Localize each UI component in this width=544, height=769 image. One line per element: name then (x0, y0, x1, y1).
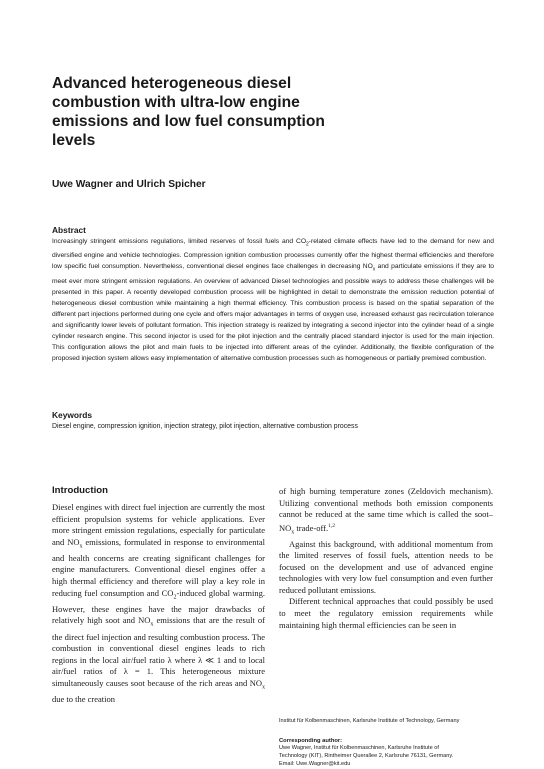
keywords-text: Diesel engine, compression ignition, injection strategy, pilot injection, alternative combustion process (52, 423, 358, 430)
subscript-x: x (150, 621, 154, 628)
subscript-x: x (262, 684, 265, 691)
intro-right-part-a: of high burning temperature zones (Zeldovich mechanism). Utilizing conventional methods both emission components cannot be reduced at the same time which is called the soot–NO (279, 486, 493, 533)
abstract-text (52, 236, 494, 364)
subscript-2: 2 (173, 594, 177, 601)
corresponding-author-block (279, 737, 493, 769)
abstract-text-part2: -related climate effects have led to the demand for new and diversified engine and vehicle technologies. Compression ignition combustion processes currently offer the highest thermal efficiencies and therefore low specific fuel consumption. Nevertheless, conventional diesel engines face challenges in decreasing NO (52, 238, 494, 271)
intro-left-part-a: Diesel engines with direct fuel injection are currently the most efficient propulsion systems for vehicle applications. Ever more stringent emission regulations, especially for particulate and NO (52, 502, 265, 547)
author-list: Uwe Wagner and Ulrich Spicher (52, 179, 206, 190)
intro-left-part-c: -induced global warming. However, these engines have the major drawbacks of relatively high soot and NO (52, 587, 266, 626)
corresponding-line-1: Uwe Wagner, Institut für Kolbenmaschinen, Karlsruhe Institute of (279, 745, 439, 751)
intro-left-part-b: emissions, formulated in response to environmental and health concerns are creating significant challenges for engine manufacturers. Conventional diesel engines offer a high thermal efficiency and therefore will play a key role in reducing fuel consumption and CO (52, 536, 265, 598)
intro-right-paragraph-1 (279, 486, 493, 539)
subscript-2: 2 (306, 241, 309, 248)
reference-marker: 1,2 (328, 522, 335, 529)
intro-left-column (52, 502, 265, 706)
abstract-text-part1: Increasingly stringent emissions regulations, limited reserves of fossil fuels and CO (52, 238, 307, 245)
intro-left-part-d: emissions that are the result of the direct fuel injection and resulting combustion process. The combustion in conventional diesel engines leads to rich regions in the local air/fuel ratio λ where λ ≪ 1 and to local air/fuel ratios of λ = 1. This heterogeneous mixture simultaneously causes soot because of the rich areas and NO (52, 615, 265, 688)
subscript-x: x (291, 529, 295, 536)
introduction-heading: Introduction (52, 485, 108, 496)
subscript-x: x (79, 543, 83, 550)
intro-right-column (279, 486, 493, 631)
corresponding-line-2: Technology (KIT), Rintheimer Querallee 2, Karlsruhe 76131, Germany. (279, 752, 454, 759)
corresponding-email: Email: Uwe.Wagner@kit.edu (279, 760, 351, 767)
abstract-text-part3: and particulate emissions if they are to meet ever more stringent emission regulations. An overview of advanced Diesel technologies and possible ways to address these challenges will be presented in this paper. A recently developed combustion process will be highlighted in detail to demonstrate the emission reduction potential of heterogeneous diesel combustion while maintaining a high thermal efficiency. This combustion process is based on the spatial separation of the different part injections performed during one cycle and offers major advantages in terms of oxygen use, increased exhaust gas recirculation tolerance and significantly lower levels of pollutant formation. This injection strategy is realized by integrating a second injector into the cylinder head of a single cylinder research engine. This second injector is used for the pilot injection and the centrally placed standard injector is used for the main injection. This configuration allows the pilot and main fuels to be injected into different areas of the cylinder. Additionally, the flexible configuration of the proposed injection system allows easy implementation of alternative combustion processes such as homogeneous or partially premixed combustion. (52, 263, 494, 363)
intro-right-paragraph-3: Different technical approaches that could possibly be used to meet the regulatory emission requirements while maintaining high thermal efficiencies can be seen in (279, 596, 493, 630)
affiliation: Institut für Kolbenmaschinen, Karlsruhe Institute of Technology, Germany (279, 718, 460, 724)
abstract-heading: Abstract (52, 225, 86, 235)
corresponding-heading: Corresponding author: (279, 738, 343, 744)
keywords-heading: Keywords (52, 410, 93, 420)
keywords-section (52, 410, 494, 432)
intro-right-paragraph-2: Against this background, with additional momentum from the limited reserves of fossil fuels, attention needs to be focused on the development and use of advanced engine technologies with very low fuel consumption and even further reduced pollutant emissions. (279, 538, 493, 595)
subscript-x: x (372, 266, 376, 273)
paper-title: Advanced heterogeneous diesel combustion with ultra-low engine emissions and low fuel consumption levels (52, 75, 325, 149)
intro-right-part-b: trade-off. (294, 522, 329, 533)
abstract-section (52, 225, 494, 364)
intro-left-part-e: due to the creation (52, 693, 116, 704)
corresponding-details (279, 745, 493, 769)
